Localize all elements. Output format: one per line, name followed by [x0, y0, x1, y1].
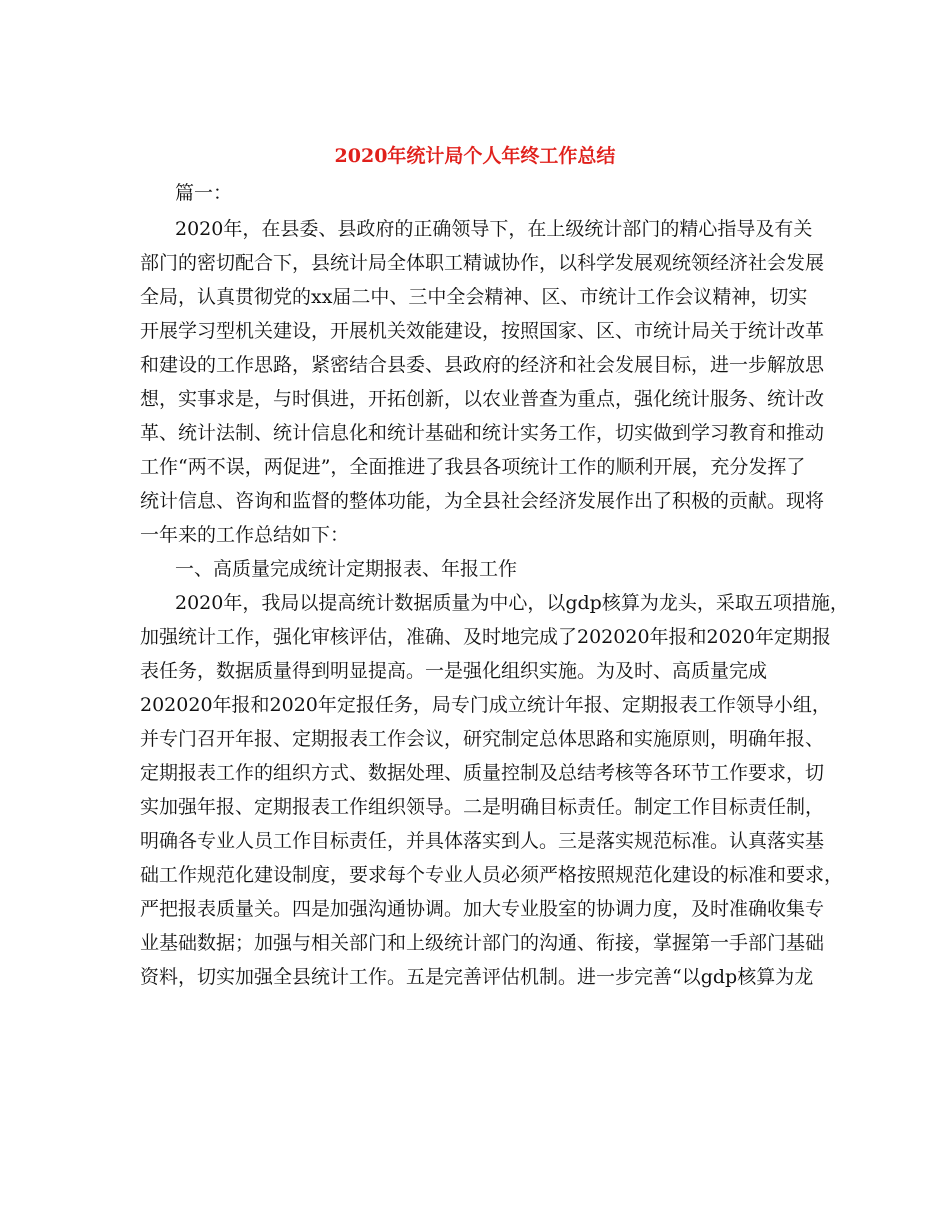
paragraph-line: 革、统计法制、统计信息化和统计基础和统计实务工作，切实做到学习教育和推动: [140, 422, 825, 444]
section-label: 篇一：: [175, 182, 233, 204]
paragraph-line: 部门的密切配合下，县统计局全体职工精诚协作，以科学发展观统领经济社会发展: [140, 252, 825, 274]
paragraph-line: 资料，切实加强全县统计工作。五是完善评估机制。进一步完善“以gdp核算为龙: [140, 966, 814, 988]
paragraph-line: 想，实事求是，与时俱进，开拓创新，以农业普查为重点，强化统计服务、统计改: [140, 388, 825, 410]
paragraph-line: 开展学习型机关建设，开展机关效能建设，按照国家、区、市统计局关于统计改革: [140, 320, 825, 342]
paragraph-line: 并专门召开年报、定期报表工作会议，研究制定总体思路和实施原则，明确年报、: [140, 728, 825, 750]
paragraph-line: 定期报表工作的组织方式、数据处理、质量控制及总结考核等各环节工作要求，切: [140, 762, 825, 784]
paragraph-line: 实加强年报、定期报表工作组织领导。二是明确目标责任。制定工作目标责任制，: [140, 796, 825, 818]
paragraph-line: 202020年报和2020年定报任务，局专门成立统计年报、定期报表工作领导小组，: [140, 694, 831, 716]
paragraph-line: 严把报表质量关。四是加强沟通协调。加大专业股室的协调力度，及时准确收集专: [140, 898, 825, 920]
paragraph-line: 统计信息、咨询和监督的整体功能，为全县社会经济发展作出了积极的贡献。现将: [140, 490, 825, 512]
paragraph-line: 2020年，在县委、县政府的正确领导下，在上级统计部门的精心指导及有关: [175, 218, 813, 240]
paragraph-line: 础工作规范化建设制度，要求每个专业人员必须严格按照规范化建设的标准和要求，: [140, 864, 844, 886]
paragraph-line: 工作“两不误，两促进”，全面推进了我县各项统计工作的顺利开展，充分发挥了: [140, 456, 806, 478]
paragraph-line: 业基础数据；加强与相关部门和上级统计部门的沟通、衔接，掌握第一手部门基础: [140, 932, 825, 954]
paragraph-line: 一年来的工作总结如下：: [140, 524, 350, 546]
paragraph-line: 表任务，数据质量得到明显提高。一是强化组织实施。为及时、高质量完成: [140, 660, 768, 682]
paragraph-line: 加强统计工作，强化审核评估，准确、及时地完成了202020年报和2020年定期报: [140, 626, 831, 648]
paragraph-line: 全局，认真贯彻党的xx届二中、三中全会精神、区、市统计工作会议精神，切实: [140, 286, 808, 308]
paragraph-line: 和建设的工作思路，紧密结合县委、县政府的经济和社会发展目标，进一步解放思: [140, 354, 825, 376]
document-title: 2020年统计局个人年终工作总结: [334, 145, 616, 167]
paragraph-line: 2020年，我局以提高统计数据质量为中心，以gdp核算为龙头，采取五项措施，: [175, 592, 849, 614]
paragraph-line: 明确各专业人员工作目标责任，并具体落实到人。三是落实规范标准。认真落实基: [140, 830, 825, 852]
section-heading: 一、高质量完成统计定期报表、年报工作: [175, 558, 518, 580]
